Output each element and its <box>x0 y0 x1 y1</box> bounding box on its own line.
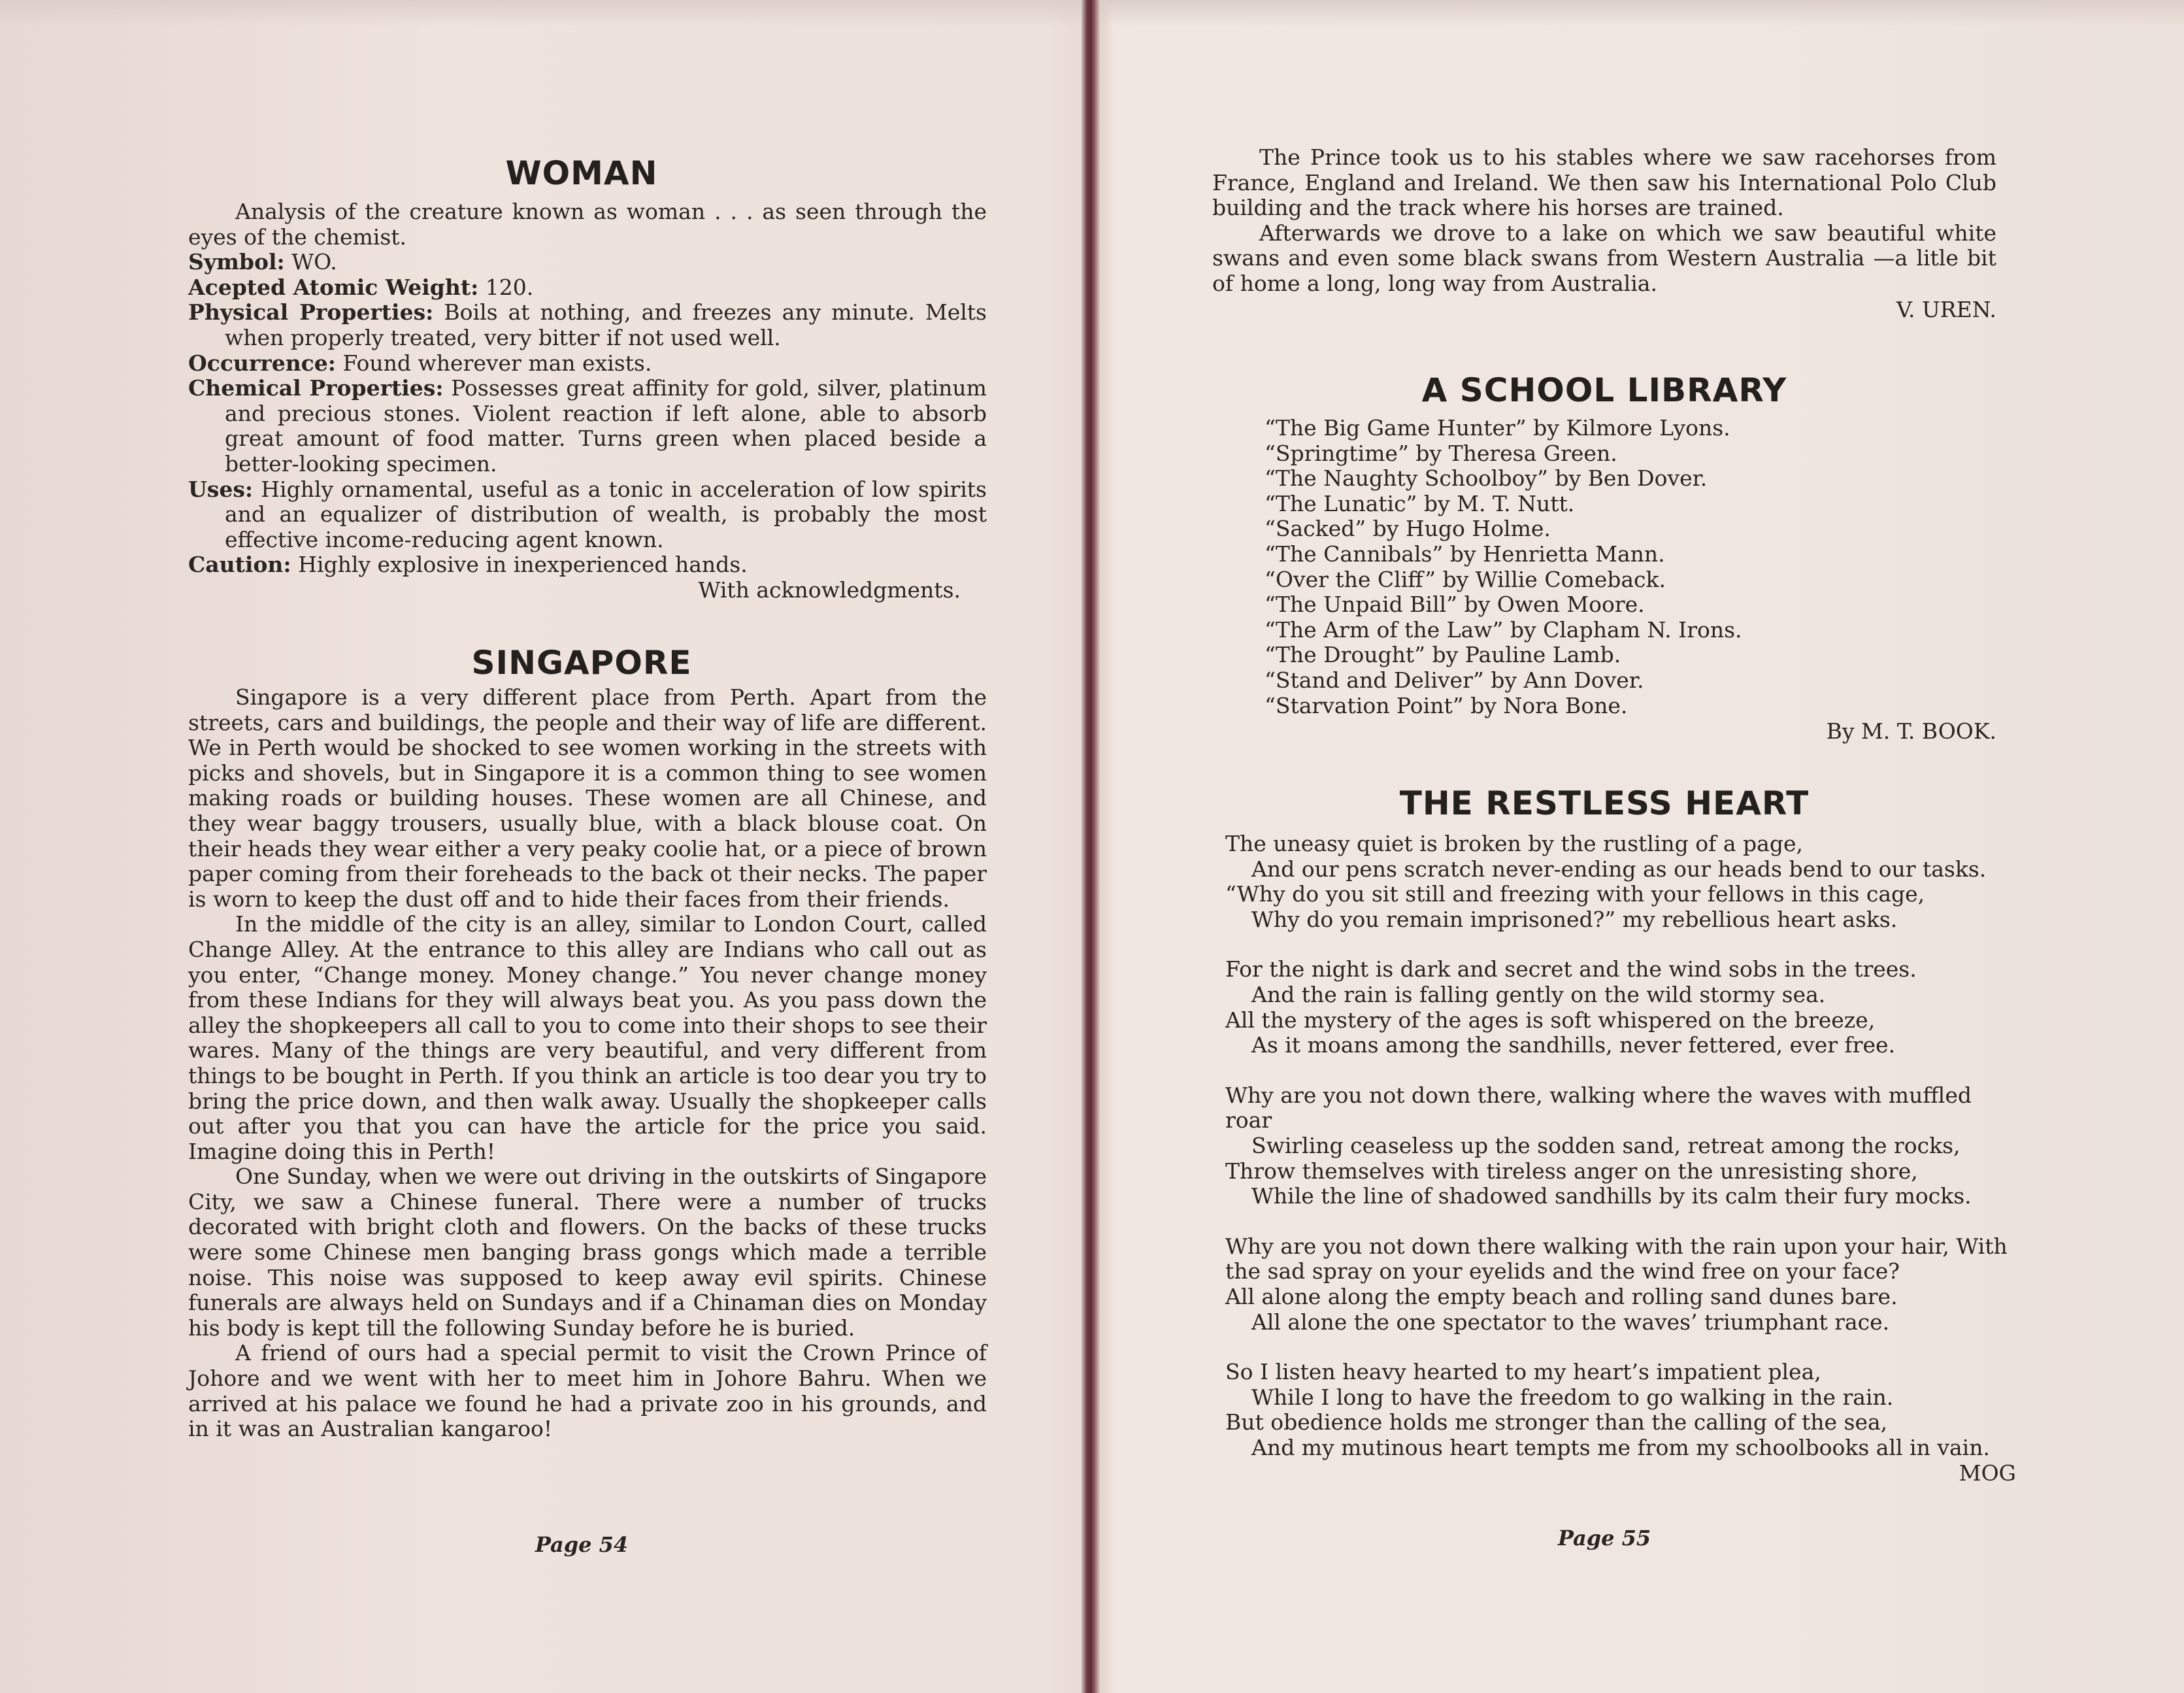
list-item: “Over the Cliff” by Willie Comeback. <box>1265 566 1666 592</box>
poem-stanza <box>1225 831 2016 932</box>
singapore-continuation <box>1212 145 1996 322</box>
list-item: “The Drought” by Pauline Lamb. <box>1265 642 1621 668</box>
poem-line: But obedience holds me stronger than the calling of the sea, <box>1225 1409 1888 1435</box>
singapore-title: SINGAPORE <box>471 644 692 682</box>
list-item: “The Naughty Schoolboy” by Ben Dover. <box>1265 465 1708 492</box>
poem-line: “Why do you sit still and freezing with your fellows in this cage, <box>1225 881 1925 907</box>
woman-entry: Uses: Highly ornamental, useful as a tonic in acceleration of low spirits and an equalizer of distribution of wealth, is probably the most effective income-reducing agent known. <box>188 476 987 552</box>
book-spine <box>1082 0 1100 1693</box>
woman-article <box>188 199 987 603</box>
continuation-paragraph: Afterwards we drove to a lake on which we saw beautiful white swans and even some black swans from Western Australia —a litle bit of home a long, long way from Australia. <box>1212 220 1996 296</box>
poem-line: While the line of shadowed sandhills by its calm their fury mocks. <box>1251 1183 1972 1209</box>
poem-stanza <box>1225 1083 2016 1209</box>
singapore-paragraph: One Sunday, when we were out driving in the outskirts of Singapore City, we saw a Chinese funeral. There were a number of trucks decorated with bright cloth and flowers. On the backs of these trucks were some Chinese men banging brass gongs which made a terrible noise. This noise was supposed to keep away evil spirits. Chinese funerals are always held on Sundays and if a Chinaman dies on Monday his body is kept till the following Sunday before he is buried. <box>188 1164 987 1341</box>
poem-title: THE RESTLESS HEART <box>1399 784 1810 822</box>
woman-intro: Analysis of the creature known as woman . . . as seen through the eyes of the chemist. <box>188 199 987 250</box>
singapore-paragraph: A friend of ours had a special permit to visit the Crown Prince of Johore and we went with her to meet him in Johore Bahru. When we arrived at his palace we found he had a private zoo in his grounds, and in it was an Australian kangaroo! <box>188 1340 987 1442</box>
library-list <box>1212 416 1996 744</box>
continuation-author: V. UREN. <box>1896 296 1996 322</box>
singapore-paragraph: Singapore is a very different place from Perth. Apart from the streets, cars and buildings, the people and their way of life are different. We in Perth would be shocked to see women working in the streets with picks and shovels, but in Singapore it is a common thing to see women making roads or building houses. These women are all Chinese, and they wear baggy trousers, usually blue, with a black blouse coat. On their heads they wear either a very peaky coolie hat, or a piece of brown paper coming from their foreheads to the back ot their necks. The paper is worn to keep the dust off and to hide their faces from their friends. <box>188 684 987 912</box>
poem-stanza <box>1225 1234 2016 1335</box>
poem-line: And our pens scratch never-ending as our heads bend to our tasks. <box>1251 856 1987 882</box>
page-number-right: Page 55 <box>1557 1526 1651 1551</box>
list-item: “The Big Game Hunter” by Kilmore Lyons. <box>1265 415 1730 441</box>
poem-line: Why do you remain imprisoned?” my rebellious heart asks. <box>1251 906 1898 932</box>
woman-entry: Symbol: WO. <box>188 249 337 275</box>
poem-line: All alone the one spectator to the waves’ triumphant race. <box>1251 1309 1890 1335</box>
woman-title: WOMAN <box>505 154 658 192</box>
page-number-left: Page 54 <box>535 1532 629 1557</box>
poem-line: All the mystery of the ages is soft whispered on the breeze, <box>1225 1007 1876 1033</box>
poem-author: MOG <box>1959 1460 2016 1486</box>
library-title: A SCHOOL LIBRARY <box>1421 371 1787 409</box>
list-item: “The Unpaid Bill” by Owen Moore. <box>1265 592 1645 618</box>
woman-entry: Occurrence: Found wherever man exists. <box>188 350 652 376</box>
poem-stanza <box>1225 957 2016 1058</box>
woman-entry: Chemical Properties: Possesses great affinity for gold, silver, platinum and precious stones. Violent reaction if left alone, able to absorb great amount of food matter. Turns green when placed beside a better-looking specimen. <box>188 375 987 477</box>
continuation-paragraph: The Prince took us to his stables where we saw racehorses from France, England and Ireland. We then saw his International Polo Club building and the track where his horses are trained. <box>1212 144 1996 221</box>
library-author: By M. T. BOOK. <box>1826 718 1996 745</box>
poem-line: While I long to have the freedom to go walking in the rain. <box>1251 1384 1894 1410</box>
list-item: “The Cannibals” by Henrietta Mann. <box>1265 541 1665 567</box>
poem-line: Throw themselves with tireless anger on the unresisting shore, <box>1225 1158 1918 1184</box>
poem-stanza <box>1225 1360 2016 1460</box>
list-item: “Starvation Point” by Nora Bone. <box>1265 692 1628 718</box>
woman-entry: Acepted Atomic Weight: 120. <box>188 274 534 300</box>
poem-line: All alone along the empty beach and rolling sand dunes bare. <box>1225 1283 1898 1309</box>
list-item: “Sacked” by Hugo Holme. <box>1265 516 1551 542</box>
poem-line: Swirling ceaseless up the sodden sand, retreat among the rocks, <box>1251 1132 1961 1158</box>
list-item: “The Arm of the Law” by Clapham N. Irons. <box>1265 616 1742 643</box>
poem-line: The uneasy quiet is broken by the rustling of a page, <box>1225 831 1803 856</box>
list-item: “Springtime” by Theresa Green. <box>1265 440 1617 466</box>
poem-line: As it moans among the sandhills, never fettered, ever free. <box>1251 1032 1896 1058</box>
woman-entry: Caution: Highly explosive in inexperienced hands. <box>188 552 748 578</box>
poem-line: So I listen heavy hearted to my heart’s impatient plea, <box>1225 1359 1821 1385</box>
singapore-article <box>188 685 987 1442</box>
singapore-paragraph: In the middle of the city is an alley, similar to London Court, called Change Alley. At the entrance to this alley are Indians who call out as you enter, “Change money. Money change.” You never change money from these Indians for they will always beat you. As you pass down the alley the shopkeepers all call to you to come into their shops to see their wares. Many of the things are very beautiful, and very different from things to be bought in Perth. If you think an article is too dear you try to bring the price down, and then walk away. Usually the shopkeeper calls out after you that you can have the article for the price you said. Imagine doing this in Perth! <box>188 911 987 1164</box>
left-page <box>176 0 987 1693</box>
poem-line: And my mutinous heart tempts me from my schoolbooks all in vain. <box>1251 1434 1990 1460</box>
poem-line: Why are you not down there, walking where the waves with muffled roar <box>1225 1082 1972 1133</box>
right-page <box>1212 0 2023 1693</box>
poem-line: Why are you not down there walking with the rain upon your hair, With the sad spray on your eyelids and the wind free on your face? <box>1225 1233 2008 1284</box>
poem-line: For the night is dark and secret and the wind sobs in the trees. <box>1225 956 1917 982</box>
woman-entry: Physical Properties: Boils at nothing, and freezes any minute. Melts when properly treated, very bitter if not used well. <box>188 299 987 350</box>
poem-line: And the rain is falling gently on the wild stormy sea. <box>1251 981 1826 1007</box>
list-item: “Stand and Deliver” by Ann Dover. <box>1265 667 1644 693</box>
list-item: “The Lunatic” by M. T. Nutt. <box>1265 490 1575 516</box>
poem <box>1225 831 2016 1486</box>
acknowledgment: With acknowledgments. <box>698 577 961 603</box>
